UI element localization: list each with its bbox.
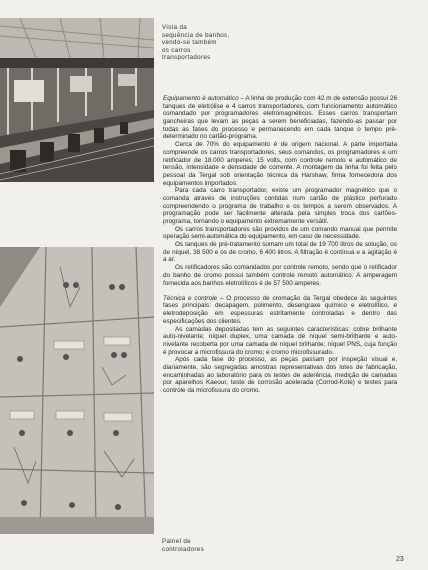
paragraph-text: Após cada fase do processo, as peças passam por inspeção visual e, diariamente, são segregadas amostras representativas dos lotes de fabricação, encaminhadas ao laboratório para os testes de aderência, medição de camadas por aparelhos Kaeour, teste de corrosão acelerada (Corrod-Kote) e testes para controle da microfissura do cromo. — [163, 356, 397, 395]
plating-line-photo — [0, 18, 154, 182]
paragraph — [163, 141, 397, 187]
paragraph — [163, 264, 397, 287]
paragraph-lead: Equipamento é automático — [163, 95, 239, 102]
caption-line: vendo-se também — [162, 39, 217, 47]
caption-line: os carros — [162, 46, 191, 54]
control-panel-photo — [0, 247, 154, 534]
caption-line: Painel de — [162, 538, 191, 545]
top-photo-caption — [162, 24, 242, 62]
paragraph — [163, 226, 397, 241]
paragraph-text: Os tanques de pré-tratamento somam um total de 19 700 litros de solução, os de níquel, 38 500 e os de cromo, 6 400 litros. A filtração é contínua e a agitação é a ar. — [163, 241, 397, 264]
paragraph-text: Para cada carro transportador, existe um programador magnético que o comanda através de instruções contidas num cartão de plástico perfurado compreendendo o programa de trabalho e os tempos a serem observados. A programação pode ser facilmente alterada pela simples troca dos cartões-programa, tornando o equipamento extremamente versátil. — [163, 187, 397, 225]
article-body — [163, 95, 397, 395]
paragraph-text: – O processo de cromação da Tergal obedece às seguintes fases principais: decapagem, polimento, desengraxe químico e eletrolítico, e eletrodeposição em espessuras estritamente controladas e dentro das especificações dos clientes. — [163, 294, 398, 325]
caption-line: transportadores — [162, 54, 211, 62]
control-panel-photo-art — [0, 247, 154, 534]
paragraph — [163, 295, 397, 326]
page-number: 23 — [396, 556, 404, 563]
paragraph-text: As camadas depositadas tem as seguintes características: cobre brilhante auto-nivelante; níquel duplex, uma camada de níquel semi-brilhante e auto-nivelante recoberta por uma camada de níquel brilhante; níquel PNS, cuja função é provocar a microfissura do cromo; e cromo microfissurado. — [163, 325, 397, 356]
paragraph — [163, 356, 397, 394]
paragraph-text: Os retificadores são comandados por controle remoto, sendo que o retificador do banho de cromo possui também controle remoto automático. A amperagem fornecida aos banhos eletrolíticos é de 57 500 amperes. — [163, 264, 397, 287]
paragraph — [163, 187, 397, 225]
paragraph-lead: Técnica e controle — [163, 294, 218, 302]
paragraph-text: Os carros transportadores são providos de um comando manual que permite operação semi-automática do equipamento, em caso de necessidade. — [163, 225, 397, 241]
paragraph — [163, 95, 397, 141]
caption-line: controladores — [162, 545, 205, 553]
paragraph-text: – A linha de produção com 42 m de extensão possui 26 tanques de eletrólise e 4 carros transportadores, com funcionamento automático comandado por programadores eletromagnéticos. Esses carros transportam gancheiras que levam as peças a serem beneficiadas, fazendo-as passar por todas as fases do processo e permanecendo em cada tanque o tempo pré-determinado no cartão-programa. — [163, 95, 397, 141]
paragraph — [163, 326, 397, 357]
paragraph — [163, 241, 397, 264]
paragraph-text: Cerca de 70% do equipamento é de origem nacional. A parte importada compreende os carros transportadores, seus comandos, os programadores e um retificador de 18.000 amperes, 15 volts, com controle remoto e automático de tensão, intensidade e densidade de corrente. A montagem da linha foi feita pelo pessoal da Tergal sob orientação técnica da Harshaw, firma fornecedora dos equipamentos importados. — [163, 141, 397, 187]
caption-line: sequência de banhos, — [162, 31, 230, 39]
caption-line: Vista da — [162, 24, 188, 31]
bottom-photo-caption — [162, 538, 242, 553]
plating-line-photo-art — [0, 18, 154, 182]
